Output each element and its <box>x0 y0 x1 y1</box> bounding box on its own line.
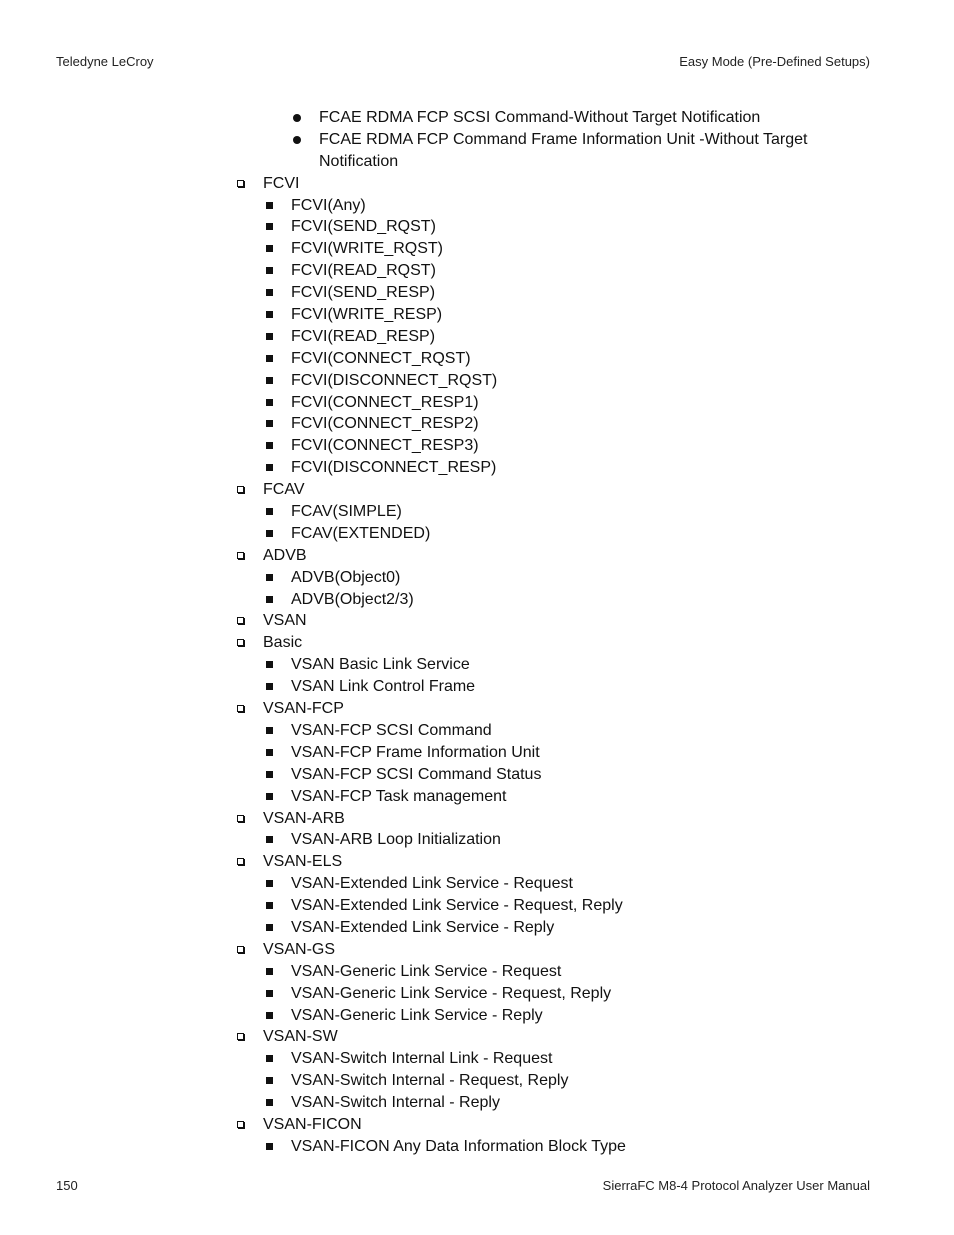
list-item <box>0 829 954 851</box>
list-item <box>0 654 954 676</box>
filled-square-bullet-icon <box>266 727 273 734</box>
list-item-text: FCVI(CONNECT_RESP2) <box>291 415 479 433</box>
list-item-text: VSAN-Switch Internal Link - Request <box>291 1050 553 1068</box>
list-item-text: VSAN-SW <box>263 1028 338 1046</box>
filled-square-bullet-icon <box>266 223 273 230</box>
list-item-text: FCVI(CONNECT_RESP1) <box>291 393 479 411</box>
list-item <box>0 610 954 632</box>
list-item-text: FCVI(SEND_RESP) <box>291 284 436 302</box>
filled-square-bullet-icon <box>266 377 273 384</box>
list-item <box>0 216 954 238</box>
list-item <box>0 413 954 435</box>
list-item-text: VSAN Link Control Frame <box>291 678 476 696</box>
list-item-text: VSAN-FICON Any Data Information Block Type <box>291 1137 626 1155</box>
filled-square-bullet-icon <box>266 771 273 778</box>
list-item-text: VSAN-GS <box>263 940 336 958</box>
filled-square-bullet-icon <box>266 245 273 252</box>
list-item <box>0 589 954 611</box>
list-item-text: FCVI(Any) <box>291 196 366 214</box>
list-item <box>0 895 954 917</box>
list-item <box>0 129 954 151</box>
list-item <box>0 304 954 326</box>
list-item-text: VSAN-Generic Link Service - Request <box>291 962 562 980</box>
list-item-text: Notification <box>319 152 399 170</box>
list-item <box>0 1048 954 1070</box>
list-item <box>0 523 954 545</box>
filled-square-bullet-icon <box>266 1143 273 1150</box>
hollow-square-bullet-icon <box>237 486 244 493</box>
list-item <box>0 1070 954 1092</box>
list-item <box>0 742 954 764</box>
list-item-text: FCAV(EXTENDED) <box>291 524 431 542</box>
list-item <box>0 479 954 501</box>
filled-square-bullet-icon <box>266 508 273 515</box>
list-item <box>0 917 954 939</box>
list-item <box>0 370 954 392</box>
filled-square-bullet-icon <box>266 355 273 362</box>
list-item-text: ADVB(Object2/3) <box>291 590 414 608</box>
list-item-text: FCVI(WRITE_RESP) <box>291 306 443 324</box>
list-item-text: FCVI(READ_RQST) <box>291 262 436 280</box>
list-item-text: VSAN-FCP SCSI Command Status <box>291 765 542 783</box>
list-item-text: VSAN <box>263 612 307 630</box>
filled-square-bullet-icon <box>266 924 273 931</box>
list-item-text: FCVI(DISCONNECT_RESP) <box>291 459 497 477</box>
list-item-text: FCVI(READ_RESP) <box>291 327 436 345</box>
list-item <box>0 676 954 698</box>
list-item-text: FCAV <box>263 481 305 499</box>
list-item-text: VSAN-FICON <box>263 1115 362 1133</box>
list-item <box>0 238 954 260</box>
list-item-text: VSAN-ELS <box>263 853 343 871</box>
list-item <box>0 435 954 457</box>
dot-bullet-icon <box>293 114 301 122</box>
list-item-text: VSAN-ARB <box>263 809 345 827</box>
filled-square-bullet-icon <box>266 836 273 843</box>
filled-square-bullet-icon <box>266 749 273 756</box>
list-item <box>0 961 954 983</box>
filled-square-bullet-icon <box>266 420 273 427</box>
list-item-text: FCVI(SEND_RQST) <box>291 218 436 236</box>
list-item <box>0 764 954 786</box>
filled-square-bullet-icon <box>266 596 273 603</box>
filled-square-bullet-icon <box>266 1055 273 1062</box>
filled-square-bullet-icon <box>266 661 273 668</box>
filled-square-bullet-icon <box>266 399 273 406</box>
filled-square-bullet-icon <box>266 289 273 296</box>
filled-square-bullet-icon <box>266 464 273 471</box>
filled-square-bullet-icon <box>266 968 273 975</box>
list-item-text: VSAN-Switch Internal - Reply <box>291 1094 500 1112</box>
hollow-square-bullet-icon <box>237 639 244 646</box>
list-item <box>0 392 954 414</box>
list-item <box>0 567 954 589</box>
list-item <box>0 983 954 1005</box>
list-item-text: FCAE RDMA FCP Command Frame Information Unit -Without Target <box>319 130 808 148</box>
page-number: 150 <box>56 1178 78 1193</box>
list-item-text: VSAN-FCP <box>263 700 344 718</box>
list-item <box>0 873 954 895</box>
filled-square-bullet-icon <box>266 793 273 800</box>
filled-square-bullet-icon <box>266 990 273 997</box>
list-item <box>0 632 954 654</box>
list-item <box>0 457 954 479</box>
list-item <box>0 1092 954 1114</box>
list-item-text: Basic <box>263 634 303 652</box>
hollow-square-bullet-icon <box>237 617 244 624</box>
filled-square-bullet-icon <box>266 1099 273 1106</box>
header-section-title: Easy Mode (Pre-Defined Setups) <box>679 54 870 69</box>
list-item <box>0 939 954 961</box>
filled-square-bullet-icon <box>266 202 273 209</box>
hollow-square-bullet-icon <box>237 858 244 865</box>
list-item-text: FCAV(SIMPLE) <box>291 503 402 521</box>
list-item-text: VSAN-FCP Frame Information Unit <box>291 743 540 761</box>
list-item-text: FCAE RDMA FCP SCSI Command-Without Target Notification <box>319 109 761 126</box>
hollow-square-bullet-icon <box>237 815 244 822</box>
list-item-text: VSAN-Switch Internal - Request, Reply <box>291 1072 569 1090</box>
filled-square-bullet-icon <box>266 442 273 449</box>
filled-square-bullet-icon <box>266 267 273 274</box>
hollow-square-bullet-icon <box>237 946 244 953</box>
list-item <box>0 195 954 217</box>
list-item <box>0 808 954 830</box>
list-item <box>0 107 954 129</box>
hollow-square-bullet-icon <box>237 705 244 712</box>
bullet-list <box>0 107 954 1158</box>
list-item <box>0 698 954 720</box>
list-item <box>0 260 954 282</box>
filled-square-bullet-icon <box>266 311 273 318</box>
list-item <box>0 151 954 173</box>
list-item <box>0 720 954 742</box>
list-item-text: VSAN-ARB Loop Initialization <box>291 831 501 849</box>
hollow-square-bullet-icon <box>237 1033 244 1040</box>
list-item-text: FCVI(CONNECT_RQST) <box>291 349 471 367</box>
list-item <box>0 545 954 567</box>
filled-square-bullet-icon <box>266 1077 273 1084</box>
list-item-text: FCVI(CONNECT_RESP3) <box>291 437 479 455</box>
filled-square-bullet-icon <box>266 1012 273 1019</box>
hollow-square-bullet-icon <box>237 180 244 187</box>
list-item-text: VSAN-Generic Link Service - Request, Reply <box>291 984 612 1002</box>
list-item-text: VSAN-Extended Link Service - Reply <box>291 918 555 936</box>
list-item <box>0 282 954 304</box>
hollow-square-bullet-icon <box>237 552 244 559</box>
list-item-text: FCVI <box>263 174 300 192</box>
list-item <box>0 1026 954 1048</box>
header-company: Teledyne LeCroy <box>56 54 154 69</box>
list-item-text: VSAN-Generic Link Service - Reply <box>291 1006 543 1024</box>
hollow-square-bullet-icon <box>237 1121 244 1128</box>
filled-square-bullet-icon <box>266 683 273 690</box>
list-item <box>0 786 954 808</box>
list-item <box>0 1114 954 1136</box>
list-item-text: VSAN-FCP Task management <box>291 787 507 805</box>
list-item-text: VSAN-Extended Link Service - Request, Reply <box>291 897 623 915</box>
filled-square-bullet-icon <box>266 880 273 887</box>
list-item <box>0 326 954 348</box>
dot-bullet-icon <box>293 136 301 144</box>
list-item <box>0 1005 954 1027</box>
filled-square-bullet-icon <box>266 333 273 340</box>
list-item-text: ADVB <box>263 546 307 564</box>
list-item <box>0 851 954 873</box>
list-item-text: VSAN-Extended Link Service - Request <box>291 875 573 893</box>
list-item <box>0 348 954 370</box>
list-item <box>0 501 954 523</box>
list-item-text: VSAN-FCP SCSI Command <box>291 721 492 739</box>
list-item-text: FCVI(WRITE_RQST) <box>291 240 443 258</box>
list-item <box>0 1136 954 1158</box>
list-item-text: VSAN Basic Link Service <box>291 656 470 674</box>
list-item-text: FCVI(DISCONNECT_RQST) <box>291 371 498 389</box>
filled-square-bullet-icon <box>266 902 273 909</box>
manual-title: SierraFC M8-4 Protocol Analyzer User Manual <box>602 1178 870 1193</box>
list-item <box>0 173 954 195</box>
filled-square-bullet-icon <box>266 530 273 537</box>
filled-square-bullet-icon <box>266 574 273 581</box>
list-item-text: ADVB(Object0) <box>291 568 401 586</box>
